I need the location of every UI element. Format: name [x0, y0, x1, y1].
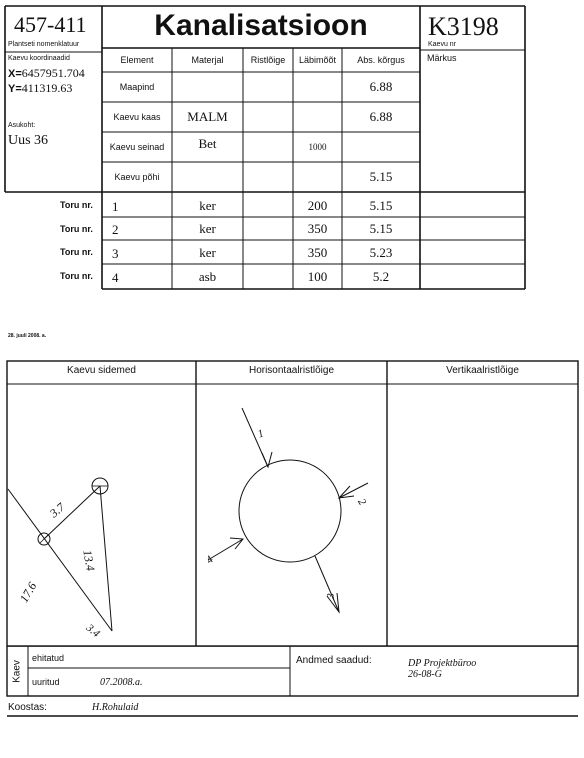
row-element: Kaevu kaas [113, 112, 161, 122]
footer-side-label: Kaev [11, 660, 23, 683]
coord-x [8, 66, 85, 81]
row-element: Kaevu seinad [109, 142, 165, 152]
coord-y [8, 81, 72, 96]
pipe-mark-1: 1 [256, 427, 266, 441]
panel-title-ties: Kaevu sidemed [67, 365, 136, 376]
compiled-label: Koostas: [8, 702, 47, 713]
pipe-number: 1 [112, 199, 119, 214]
tie-label-d: 3.4 [83, 621, 102, 641]
pipe-label: Toru nr. [60, 271, 93, 281]
pipe-number: 4 [112, 270, 119, 285]
row-diameter: 1000 [308, 142, 327, 152]
col-header-diameter: Läbimõõt [298, 55, 337, 65]
row-height: 5.23 [369, 244, 393, 260]
coord-y-value: 411319.63 [21, 81, 73, 95]
pipe-label: Toru nr. [60, 247, 93, 257]
row-material: asb [198, 269, 217, 284]
col-header-height: Abs. kõrgus [357, 55, 405, 65]
row-height: 5.15 [369, 221, 393, 236]
row-height: 6.88 [369, 79, 393, 94]
surveyed-label: uuritud [32, 677, 60, 687]
pipe-label: Toru nr. [60, 200, 93, 210]
row-material: MALM [187, 109, 228, 124]
coord-x-value: 6457951.704 [21, 66, 85, 80]
data-from-label: Andmed saadud: [296, 655, 372, 666]
coords-caption: Kaevu koordinaadid [8, 55, 70, 62]
row-material: ker [199, 197, 216, 213]
row-height: 6.88 [369, 109, 393, 124]
coord-y-label: Y= [8, 83, 22, 95]
col-header-element: Element [120, 55, 154, 65]
panel-title-vertical: Vertikaalristlõige [446, 365, 519, 376]
row-diameter: 350 [307, 221, 328, 236]
pipe-mark-2: 2 [355, 496, 369, 508]
pipe-label: Toru nr. [60, 224, 93, 234]
row-element: Maapind [119, 82, 155, 92]
well-id-caption: Kaevu nr [428, 41, 457, 48]
row-height: 5.15 [369, 169, 393, 184]
location-value: Uus 36 [8, 133, 49, 148]
row-height: 5.15 [369, 197, 393, 213]
sheet-number: 457-411 [14, 12, 87, 37]
panel-title-horizontal: Horisontaalristlõige [248, 365, 335, 376]
row-element: Kaevu põhi [114, 172, 160, 182]
row-diameter: 350 [307, 244, 328, 260]
data-from-line1: DP Projektbüroo [408, 658, 477, 669]
col-header-notes: Märkus [427, 53, 457, 63]
pipe-mark-4: 4 [203, 553, 216, 567]
built-label: ehitatud [32, 653, 65, 663]
coord-x-label: X= [8, 68, 22, 80]
date-line: 28. juuli 2008. a. [8, 333, 47, 339]
row-diameter: 200 [307, 197, 328, 213]
location-caption: Asukoht: [8, 122, 36, 129]
pipe-number: 2 [112, 222, 119, 237]
footer-grid-lines [0, 646, 584, 726]
tie-label-a: 3.7 [46, 499, 68, 521]
pipe-number: 3 [112, 246, 119, 261]
row-material: Bet [198, 136, 217, 151]
row-height: 5.2 [372, 269, 390, 284]
sheet-caption: Plantseti nomenklatuur [8, 41, 80, 48]
tie-label-b: 13.4 [80, 548, 98, 572]
row-material: ker [199, 244, 216, 260]
horizontal-section-sketch [208, 408, 368, 612]
col-header-section: Ristlõige [250, 55, 286, 65]
surveyed-value: 07.2008.a. [100, 677, 143, 688]
data-from-line2: 26-08-G [408, 669, 442, 680]
row-diameter: 100 [307, 269, 328, 284]
row-material: ker [199, 221, 216, 236]
header-section [0, 0, 584, 300]
well-id: K3198 [428, 12, 499, 41]
compiled-value: H.Rohulaid [92, 702, 139, 713]
page-title: Kanalisatsioon [154, 9, 368, 42]
tie-label-c: 17.6 [16, 579, 40, 605]
col-header-material: Materjal [191, 55, 224, 65]
pipe-mark-3: 3 [324, 593, 337, 599]
